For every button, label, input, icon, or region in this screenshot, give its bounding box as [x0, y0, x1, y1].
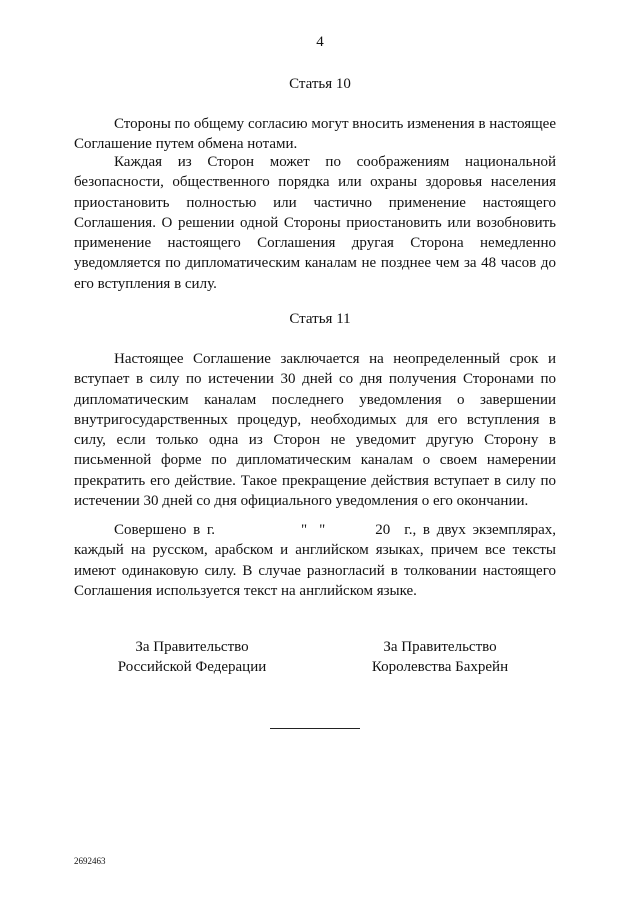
signatory-russia-line-1: За Правительство [135, 639, 249, 655]
signatory-bahrain [340, 637, 540, 677]
closing-open-quote: " [301, 522, 308, 538]
closing-paragraph [74, 520, 556, 601]
page-number: 4 [316, 34, 324, 50]
closing-close-quote: " [319, 522, 326, 538]
signatory-russia [92, 637, 292, 677]
end-divider [270, 728, 360, 729]
article-10-paragraph-1-text: Стороны по общему согласию могут вносить изменения в настоящее Соглашение путем обмена нотами. [74, 116, 556, 153]
closing-year-prefix: 20 [375, 522, 391, 538]
article-11-paragraph-1 [74, 349, 556, 511]
closing-text: г., в двух экземплярах, каждый на русском, арабском и английском языках, причем все тексты имеют одинаковую силу. В случае разногласий в толковании настоящего Соглашения используется текст на английском языке. [74, 522, 556, 599]
article-10-paragraph-1 [74, 114, 556, 155]
signatory-bahrain-line-1: За Правительство [383, 639, 497, 655]
signatory-bahrain-line-2: Королевства Бахрейн [371, 659, 509, 675]
signatory-russia-line-2: Российской Федерации [117, 659, 267, 675]
article-10-paragraph-2 [74, 152, 556, 294]
document-code: 2692463 [74, 856, 106, 866]
article-11-heading: Статья 11 [289, 311, 351, 327]
article-10-heading: Статья 10 [289, 76, 351, 92]
article-11-paragraph-1-text: Настоящее Соглашение заключается на неопределенный срок и вступает в силу по истечении 30 дней со дня получения Сторонами по дипломатическим каналам последнего уведомления о завершении внутригосударственных процедур, необходимых для его вступления в силу, если только одна из Сторон не уведомит другую Сторону в письменной форме по дипломатическим каналам о своем намерении прекратить его действие. Такое прекращение действия вступает в силу по истечении 30 дней со дня официального уведомления о его окончании. [74, 351, 556, 510]
article-10-paragraph-2-text: Каждая из Сторон может по соображениям национальной безопасности, общественного порядка или охраны здоровья населения приостановить полностью или частично применение настоящего Соглашения. О решении одной Стороны приостановить или возобновить применение настоящего Соглашения другая Сторона немедленно уведомляется по дипломатическим каналам не позднее чем за 48 часов до его вступления в силу. [74, 154, 556, 292]
closing-place-label: Совершено в г. [114, 522, 216, 538]
